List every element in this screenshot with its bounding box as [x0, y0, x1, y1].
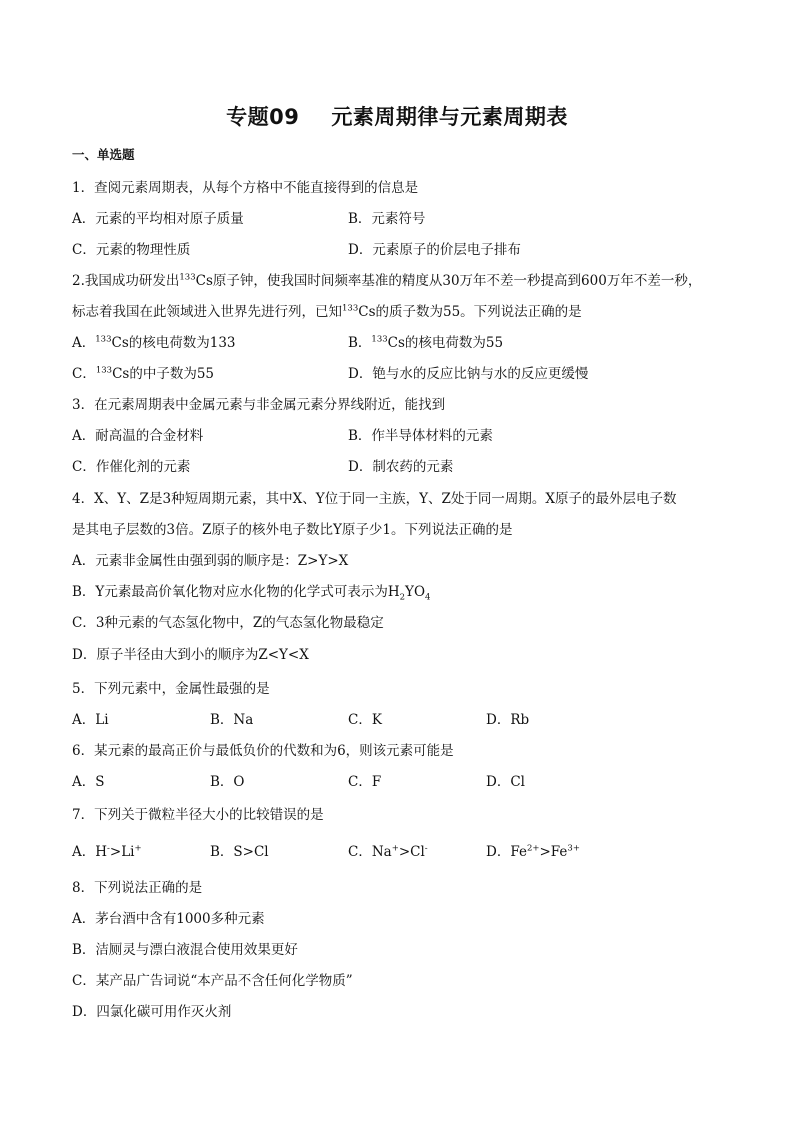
question-4-option-a: A．元素非金属性由强到弱的顺序是：Z>Y>X: [72, 553, 349, 569]
question-8-option-b: B．洁厕灵与漂白液混合使用效果更好: [72, 942, 298, 958]
question-7-option-a: A．H->Li+: [72, 843, 142, 860]
question-6-option-d: D．Cl: [486, 774, 525, 790]
question-7-option-c: C．Na+>Cl-: [348, 843, 428, 860]
question-4-option-b: B．Y元素最高价氧化物对应水化物的化学式可表示为$H_2YO_4$: [72, 584, 431, 603]
question-5-option-a: A．Li: [72, 712, 109, 728]
question-7-option-b: B．S>Cl: [210, 844, 269, 860]
question-6-option-a: A．S: [72, 774, 105, 790]
question-4-option-c: C．3种元素的气态氢化物中，Z的气态氢化物最稳定: [72, 615, 384, 631]
question-2-option-a: A．$^{133}$Cs的核电荷数为133: [72, 334, 236, 351]
section-heading: 一、单选题: [72, 147, 135, 162]
question-5-option-b: B．Na: [210, 712, 254, 728]
question-8-option-a: A．茅台酒中含有1000多种元素: [72, 911, 265, 927]
question-1-option-d: D．元素原子的价层电子排布: [348, 242, 521, 258]
question-3-option-d: D．制农药的元素: [348, 459, 454, 475]
question-5-stem: 5．下列元素中，金属性最强的是: [72, 681, 270, 697]
question-1-option-b: B．元素符号: [348, 211, 426, 227]
question-8-stem: 8．下列说法正确的是: [72, 880, 203, 896]
question-4-stem-line-2: 是其电子层数的3倍。Z原子的核外电子数比Y原子少1。下列说法正确的是: [72, 522, 513, 538]
question-3-stem: 3．在元素周期表中金属元素与非金属元素分界线附近，能找到: [72, 397, 446, 413]
question-4-option-d: D．原子半径由大到小的顺序为Z<Y<X: [72, 647, 309, 663]
question-4-stem-line-1: 4．X、Y、Z是3种短周期元素，其中X、Y位于同一主族，Y、Z处于同一周期。X原子的最外层电子数: [72, 491, 677, 507]
question-7-stem: 7．下列关于微粒半径大小的比较错误的是: [72, 807, 324, 823]
question-2-option-d: D．铯与水的反应比钠与水的反应更缓慢: [348, 366, 589, 382]
question-8-option-d: D．四氯化碳可用作灭火剂: [72, 1004, 232, 1020]
question-2-stem-line-2: 标志着我国在此领域进入世界先进行列，已知$^{133}$Cs的质子数为55。下列说法正确的是: [72, 303, 582, 320]
question-3-option-b: B．作半导体材料的元素: [348, 428, 493, 444]
question-3-option-c: C．作催化剂的元素: [72, 459, 191, 475]
question-5-option-d: D．Rb: [486, 712, 530, 728]
title-main: 元素周期律与元素周期表: [331, 105, 568, 129]
question-5-option-c: C．K: [348, 712, 382, 728]
page-title: [0, 101, 794, 131]
question-8-option-c: C．某产品广告词说“本产品不含任何化学物质”: [72, 973, 353, 989]
question-6-option-b: B．O: [210, 774, 245, 790]
question-3-option-a: A．耐高温的合金材料: [72, 428, 204, 444]
question-1-option-a: A．元素的平均相对原子质量: [72, 211, 244, 227]
question-6-option-c: C．F: [348, 774, 382, 790]
title-prefix: 专题09: [226, 105, 300, 129]
question-1-stem: 1．查阅元素周期表，从每个方格中不能直接得到的信息是: [72, 180, 419, 196]
question-2-stem-line-1: 2.我国成功研发出$^{133}$Cs原子钟，使我国时间频率基准的精度从30万年不差一秒提高到600万年不差一秒，: [72, 272, 702, 289]
question-2-option-b: B．$^{133}$Cs的核电荷数为55: [348, 334, 504, 351]
question-1-option-c: C．元素的物理性质: [72, 242, 191, 258]
question-6-stem: 6．某元素的最高正价与最低负价的代数和为6，则该元素可能是: [72, 743, 454, 759]
question-2-option-c: C．$^{133}$Cs的中子数为55: [72, 365, 215, 382]
question-7-option-d: D．$Fe^{2+}>Fe^{3+}$: [486, 843, 580, 860]
